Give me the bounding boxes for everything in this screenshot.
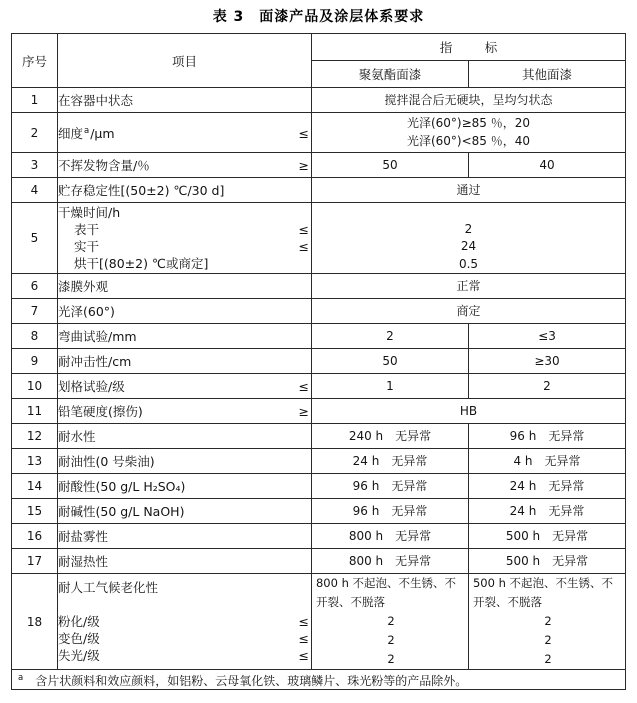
row-number: 9 [11,349,57,374]
row-item-label: 划格试验/级 [57,378,125,394]
row-value-pu: 240 h 无异常 [311,424,468,449]
table-row [11,178,625,203]
table-row [11,299,625,324]
subitem-operator: ≤ [298,631,309,646]
subitem-label: 表干 [73,222,99,237]
row-value-other: 500 h 无异常 [468,549,625,574]
subitem-value: 0.5 [458,256,479,271]
table-row [11,153,625,178]
subitem-value: 2 [464,221,473,236]
subitem-value-pu: 2 [387,652,395,666]
row-operator: ≤ [298,126,309,142]
row-item-label: 干燥时间/h [57,205,121,220]
row-value-both: 商定 [311,299,625,324]
row-item-label: 铅笔硬度(擦伤) [57,403,143,419]
row-number: 13 [11,449,57,474]
row-value-pu: 50 [311,153,468,178]
row-value-both: 正常 [311,274,625,299]
table-row [11,574,625,670]
row-item-label: 不挥发物含量/％ [57,157,150,173]
page-title: 表 3 面漆产品及涂层体系要求 [212,9,425,25]
row-number: 17 [11,549,57,574]
row-number: 5 [11,203,57,274]
table-row [11,113,625,153]
row-item-group [57,574,311,670]
footnote-text: 含片状颜料和效应颜料，如铝粉、云母氧化铁、玻璃鳞片、珠光粉等的产品除外。 [35,674,468,688]
table-row [11,324,625,349]
row-value-other [468,574,625,670]
table-row [11,549,625,574]
row-value-pu: 50 [311,349,468,374]
header-col-index: 指 标 [311,34,625,61]
row-item-group [57,203,311,274]
subitem-value-other: 2 [544,633,552,647]
row-number: 18 [11,574,57,670]
row-number: 1 [11,88,57,113]
row-value-other: 40 [468,153,625,178]
row-operator: ≤ [298,378,309,394]
row-number: 7 [11,299,57,324]
row-item-label: 弯曲试验/mm [57,328,137,344]
row-value-pu [311,574,468,670]
row-value-pu: 800 h 无异常 [311,524,468,549]
subitem-label: 实干 [73,239,99,254]
subitem-operator: ≤ [298,222,309,237]
subitem-operator: ≤ [298,648,309,663]
row-operator: ≥ [298,157,309,173]
row-item-label: 耐冲击性/cm [57,353,132,369]
footnote [11,670,625,690]
table-row [11,424,625,449]
row-value-pu: 800 h 无异常 [311,549,468,574]
row-value-other: ≤3 [468,324,625,349]
subitem-label: 变色/级 [57,631,100,646]
row-value-pu: 96 h 无异常 [311,474,468,499]
table-header-row-1 [11,34,625,61]
weathering-value-other: 500 h 不起泡、不生锈、不开裂、不脱落 [472,576,614,609]
row-item-label: 细度$^a$/μm [57,125,115,142]
row-number: 10 [11,374,57,399]
row-item-label: 耐湿热性 [57,553,108,569]
table-row [11,474,625,499]
row-operator: ≥ [298,403,309,419]
table-row [11,449,625,474]
table-row [11,399,625,424]
row-item-label: 光泽(60°) [57,303,115,319]
row-number: 2 [11,113,57,153]
row-item-label: 贮存稳定性[(50±2) ℃/30 d] [57,182,225,198]
row-value-other: 96 h 无异常 [468,424,625,449]
row-value-both: 通过 [311,178,625,203]
row-value-both [311,203,625,274]
row-value-other: 24 h 无异常 [468,474,625,499]
row-value-other: ≥30 [468,349,625,374]
subitem-label: 失光/级 [57,648,100,663]
row-number: 14 [11,474,57,499]
row-value-both [311,113,625,153]
footnote-marker: a [17,673,24,683]
table-row [11,88,625,113]
table-footnote-row [11,670,625,690]
header-col-no: 序号 [11,34,57,88]
row-number: 16 [11,524,57,549]
row-value-other: 2 [468,374,625,399]
table-row [11,374,625,399]
row-number: 15 [11,499,57,524]
row-value-line2: 光泽(60°)<85 ％，40 [406,133,531,148]
row-value-other: 4 h 无异常 [468,449,625,474]
row-number: 8 [11,324,57,349]
row-value-other: 24 h 无异常 [468,499,625,524]
row-value-other: 500 h 无异常 [468,524,625,549]
row-item-label: 耐水性 [57,428,96,444]
weathering-value-pu: 800 h 不起泡、不生锈、不开裂、不脱落 [315,576,457,609]
table-row [11,524,625,549]
row-value-line1: 光泽(60°)≥85 ％，20 [406,116,531,130]
row-value-pu: 1 [311,374,468,399]
subitem-value-pu: 2 [387,633,395,647]
subitem-operator: ≤ [298,239,309,254]
row-number: 6 [11,274,57,299]
row-item-label: 耐油性(0 号柴油) [57,453,155,469]
header-col-pu: 聚氨酯面漆 [311,61,468,88]
subitem-value-pu: 2 [387,614,395,628]
spec-table [11,33,626,690]
subitem-label: 烘干[(80±2) ℃或商定] [73,256,209,271]
subitem-value: 24 [460,239,477,253]
table-row [11,203,625,274]
row-number: 3 [11,153,57,178]
row-item-label: 耐碱性(50 g/L NaOH) [57,503,185,519]
header-col-other: 其他面漆 [468,61,625,88]
row-value-both: HB [311,399,625,424]
row-value-pu: 2 [311,324,468,349]
row-value-pu: 96 h 无异常 [311,499,468,524]
row-item-label: 漆膜外观 [57,278,108,294]
subitem-value-other: 2 [544,652,552,666]
row-item-label: 在容器中状态 [57,92,133,108]
row-number: 12 [11,424,57,449]
footnote-marker: a [84,125,90,136]
table-row [11,274,625,299]
subitem-operator: ≤ [298,614,309,629]
table-row [11,499,625,524]
row-item-label: 耐盐雾性 [57,528,108,544]
header-col-item: 项目 [57,34,311,88]
subitem-label: 粉化/级 [57,614,100,629]
row-number: 4 [11,178,57,203]
row-item-label: 耐酸性(50 g/L H₂SO₄) [57,478,186,494]
table-row [11,349,625,374]
row-number: 11 [11,399,57,424]
row-value-pu: 24 h 无异常 [311,449,468,474]
subitem-value-other: 2 [544,614,552,628]
row-item-label: 耐人工气候老化性 [57,580,158,595]
row-value-both: 搅拌混合后无硬块，呈均匀状态 [311,88,625,113]
